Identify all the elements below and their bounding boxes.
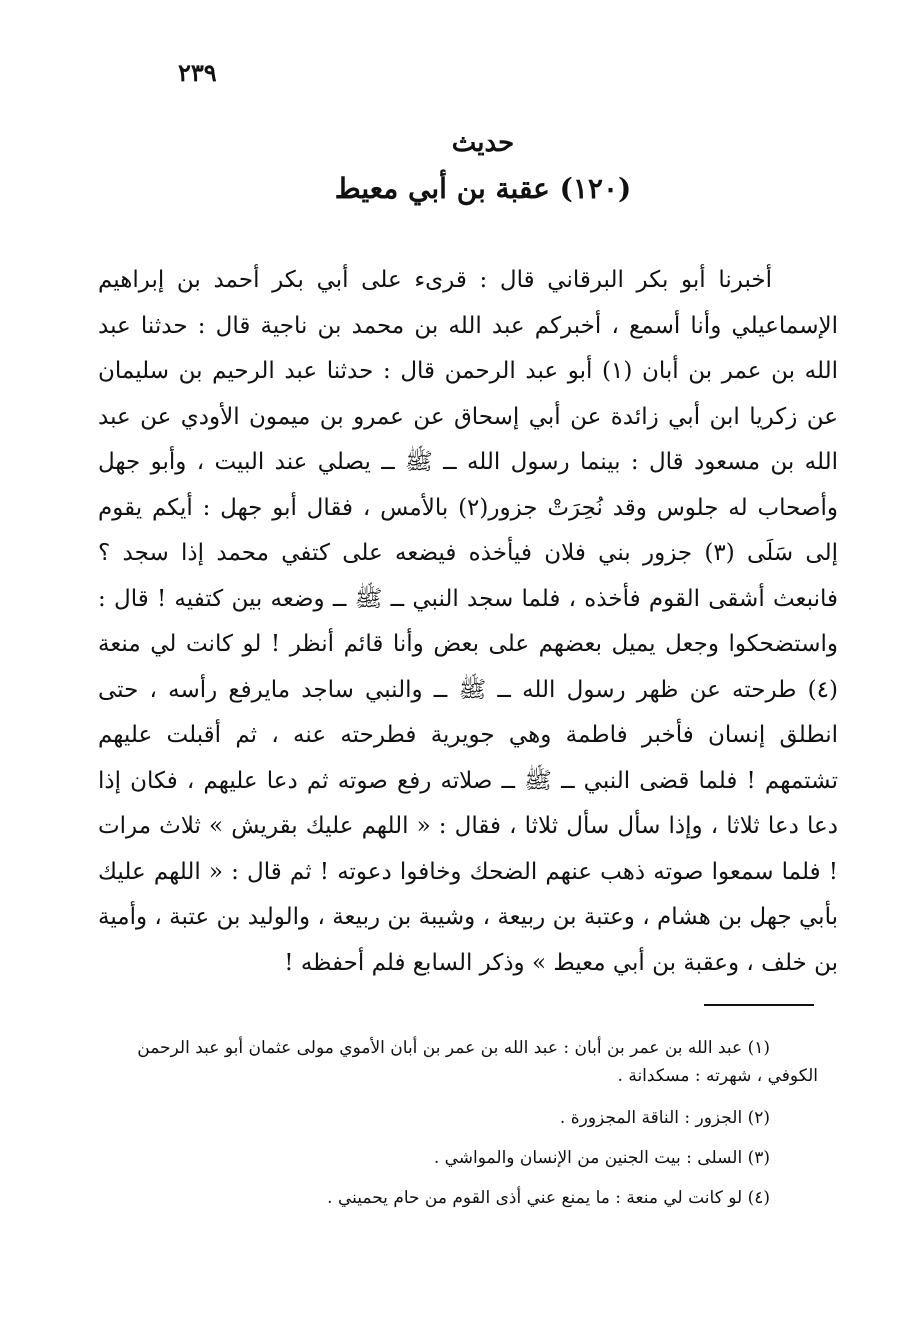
page-number: ٢٣٩ <box>178 58 217 87</box>
footnote-4: (٤) لو كانت لي منعة : ما يمنع عني أذى القوم من حام يحميني . <box>327 1188 770 1208</box>
hadith-paragraph: أخبرنا أبو بكر البرقاني قال : قرىء على أبي بكر أحمد بن إبراهيم الإسماعيلي وأنا أسمع ، أخبركم عبد الله بن محمد بن ناجية قال : حدثنا عبد الله بن عمر بن أبان (١) أبو عبد الرحمن قال : حدثنا عبد الرحيم بن سليمان عن زكريا ابن أبي زائدة عن أبي إسحاق عن عمرو بن ميمون الأودي عن عبد الله بن مسعود قال : بينما رسول الله ــ ﷺ ــ يصلي عند البيت ، وأبو جهل وأصحاب له جلوس وقد نُحِرَتْ جزور(٢) بالأمس ، فقال أبو جهل : أيكم يقوم إلى سَلَى (٣) جزور بني فلان فيأخذه فيضعه على كتفي محمد إذا سجد ؟ فانبعث أشقى القوم فأخذه ، فلما سجد النبي ــ ﷺ ــ وضعه بين كتفيه ! قال : واستضحكوا وجعل يميل بعضهم على بعض وأنا قائم أنظر ! لو كانت لي منعة (٤) طرحته عن ظهر رسول الله ــ ﷺ ــ والنبي ساجد مايرفع رأسه ، حتى انطلق إنسان فأخبر فاطمة وهي جويرية فطرحته عنه ، ثم أقبلت عليهم تشتمهم ! فلما قضى النبي ــ ﷺ ــ صلاته رفع صوته ثم دعا عليهم ، فكان إذا دعا دعا ثلاثا ، وإذا سأل سأل ثلاثا ، فقال : « اللهم عليك بقريش » ثلاث مرات ! فلما سمعوا صوته ذهب عنهم الضحك وخافوا دعوته ! ثم قال : « اللهم عليك بأبي جهل بن هشام ، وعتبة بن ربيعة ، وشيبة بن ربيعة ، والوليد بن عتبة ، وأمية بن خلف ، وعقبة بن أبي معيط » وذكر السابع فلم أحفظه ! <box>98 267 839 976</box>
footnote-separator <box>704 1004 814 1006</box>
footnote-3: (٣) السلى : بيت الجنين من الإنسان والمواشي . <box>433 1148 770 1168</box>
footnote-2: (٢) الجزور : الناقة المجزورة . <box>559 1108 770 1128</box>
main-text <box>98 258 838 986</box>
chapter-title: حديث <box>451 128 515 158</box>
footnote-1: (١) عبد الله بن عمر بن أبان : عبد الله بن عمر بن أبان الأموي مولى عثمان أبو عبد الرحمن الكوفي ، شهرته : مسكدانة . <box>137 1038 818 1086</box>
chapter-subtitle: (١٢٠) عقبة بن أبي معيط <box>334 172 632 205</box>
footnotes <box>98 1034 818 1224</box>
